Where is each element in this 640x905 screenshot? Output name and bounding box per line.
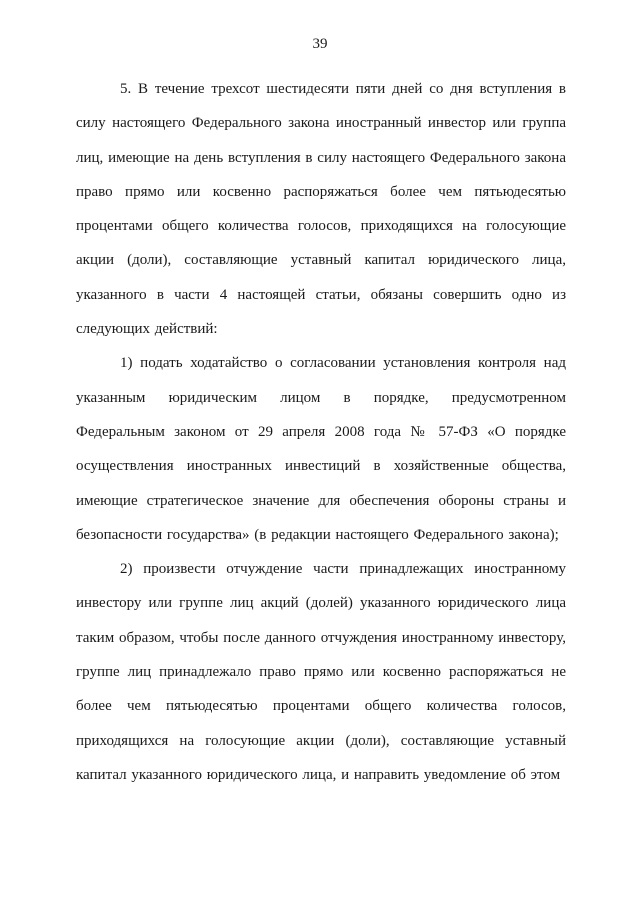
paragraph-subitem-1: 1) подать ходатайство о согласовании установления контроля над указанным юридическим лицом в порядке, предусмотренном Федеральным законом от 29 апреля 2008 года № 57-ФЗ «О порядке осуществления иностранных инвестиций в хозяйственные общества, имеющие стратегическое значение для обеспечения обороны страны и безопасности государства» (в редакции настоящего Федерального закона); bbox=[76, 355, 566, 543]
document-body bbox=[76, 72, 566, 792]
paragraph-item-5: 5. В течение трехсот шестидесяти пяти дней со дня вступления в силу настоящего Федерального закона иностранный инвестор или группа лиц, имеющие на день вступления в силу настоящего Федерального закона право прямо или косвенно распоряжаться более чем пятьюдесятью процентами общего количества голосов, приходящихся на голосующие акции (доли), составляющие уставный капитал юридического лица, указанного в части 4 настоящей статьи, обязаны совершить одно из следующих действий: bbox=[76, 81, 566, 338]
page-number: 39 bbox=[312, 36, 328, 52]
paragraph-subitem-2: 2) произвести отчуждение части принадлежащих иностранному инвестору или группе лиц акций (долей) указанного юридического лица таким образом, чтобы после данного отчуждения иностранному инвестору, группе лиц принадлежало право прямо или косвенно распоряжаться не более чем пятьюдесятью процентами общего количества голосов, приходящихся на голосующие акции (доли), составляющие уставный капитал указанного юридического лица, и направить уведомление об этом bbox=[76, 561, 566, 783]
